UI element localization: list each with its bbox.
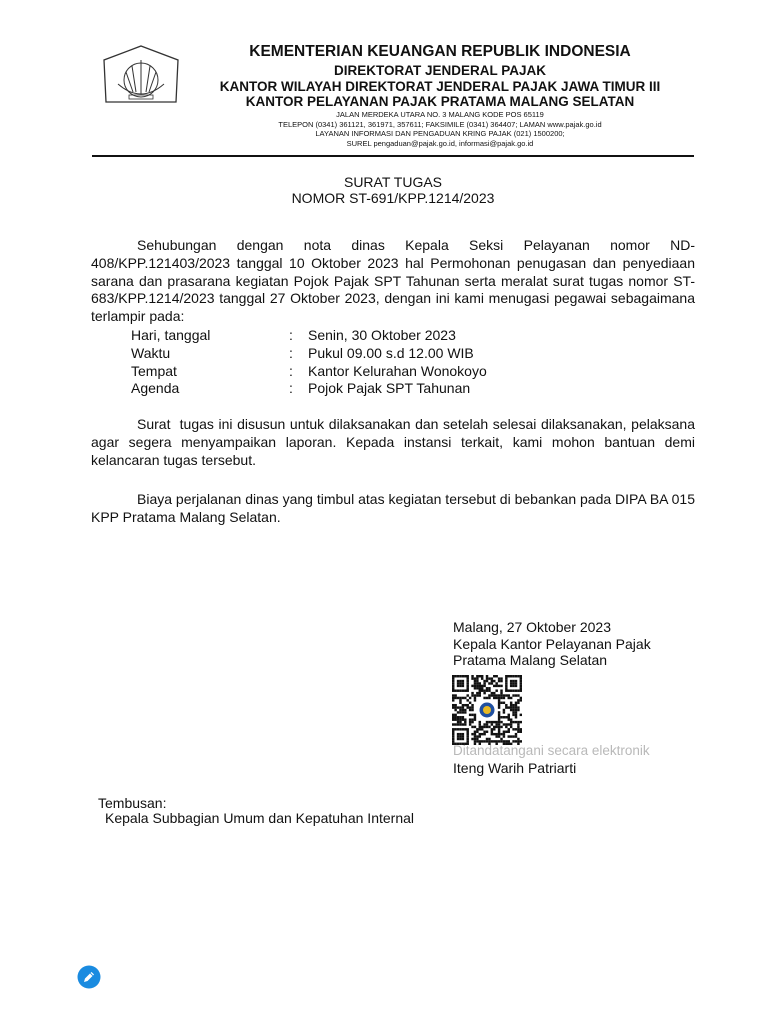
document-title: SURAT TUGAS — [343, 174, 443, 190]
detail-label: Waktu — [131, 344, 171, 361]
office-email: SUREL pengaduan@pajak.go.id, informasi@pajak.go.id — [346, 138, 534, 148]
office-phone: TELEPON (0341) 361121, 361971, 357611; FAKSIMILE (0341) 364407; LAMAN www.pajak.go.id — [278, 119, 602, 129]
signature-place-date: Malang, 27 Oktober 2023 — [453, 619, 611, 635]
paragraph-instruction: Surat tugas ini disusun untuk dilaksanakan dan setelah selesai dilaksanakan, pelaksana agar segera menyampaikan laporan. Kepada instansi terkait, kami mohon bantuan demi kelancaran tugas tersebut. — [91, 416, 699, 468]
directorate-heading: DIREKTORAT JENDERAL PAJAK — [333, 63, 547, 78]
esign-note: Ditandatangani secara elektronik — [453, 743, 650, 758]
tembusan-recipient: Kepala Subbagian Umum dan Kepatuhan Internal — [105, 810, 414, 826]
detail-label: Agenda — [131, 380, 180, 397]
detail-separator: : — [289, 380, 293, 397]
detail-row-date — [131, 327, 691, 345]
tembusan-label: Tembusan: — [98, 795, 167, 811]
qr-code — [452, 675, 522, 745]
detail-value: Kantor Kelurahan Wonokoyo — [308, 362, 487, 379]
detail-value: Pukul 09.00 s.d 12.00 WIB — [308, 344, 474, 361]
paragraph-funding: Biaya perjalanan dinas yang timbul atas kegiatan tersebut di bebankan pada DIPA BA 015 KPP Pratama Malang Selatan. — [91, 491, 695, 525]
document-number: NOMOR ST-691/KPP.1214/2023 — [291, 190, 495, 206]
detail-value: Pojok Pajak SPT Tahunan — [308, 380, 471, 397]
signature-position-line2: Pratama Malang Selatan — [453, 652, 608, 668]
kemenkeu-logo — [96, 42, 186, 112]
office-address: JALAN MERDEKA UTARA NO. 3 MALANG KODE POS 65119 — [336, 110, 544, 119]
task-details — [131, 327, 691, 398]
office-heading: KANTOR PELAYANAN PAJAK PRATAMA MALANG SELATAN — [245, 94, 635, 109]
detail-value: Senin, 30 Oktober 2023 — [308, 327, 456, 343]
detail-label: Tempat — [131, 362, 177, 379]
detail-row-time — [131, 345, 691, 363]
detail-row-place — [131, 363, 691, 381]
paragraph-opening: Sehubungan dengan nota dinas Kepala Seksi Pelayanan nomor ND-408/KPP.121403/2023 tanggal 10 Oktober 2023 hal Permohonan penugasan dan penyediaan sarana dan prasarana kegiatan Pojok Pajak SPT Tahunan serta meralat surat tugas nomor ST-683/KPP.1214/2023 tanggal 27 Oktober 2023, dengan ini kami menugasi pegawai sebagaimana terlampir pada: — [91, 237, 695, 325]
detail-label: Hari, tanggal — [131, 327, 211, 343]
office-info-line: LAYANAN INFORMASI DAN PENGADUAN KRING PAJAK (021) 1500200; — [315, 129, 565, 138]
detail-separator: : — [289, 344, 293, 361]
detail-separator: : — [289, 362, 293, 379]
edit-pen-icon[interactable] — [77, 965, 101, 989]
signature-position-line1: Kepala Kantor Pelayanan Pajak — [453, 636, 651, 652]
letterhead-divider — [92, 155, 694, 157]
ministry-heading: KEMENTERIAN KEUANGAN REPUBLIK INDONESIA — [249, 43, 631, 60]
qr-center-logo — [478, 701, 496, 719]
regional-office-heading: KANTOR WILAYAH DIREKTORAT JENDERAL PAJAK JAWA TIMUR III — [219, 79, 661, 94]
signer-name: Iteng Warih Patriarti — [453, 760, 577, 776]
detail-separator: : — [289, 327, 293, 343]
detail-row-agenda — [131, 380, 691, 398]
